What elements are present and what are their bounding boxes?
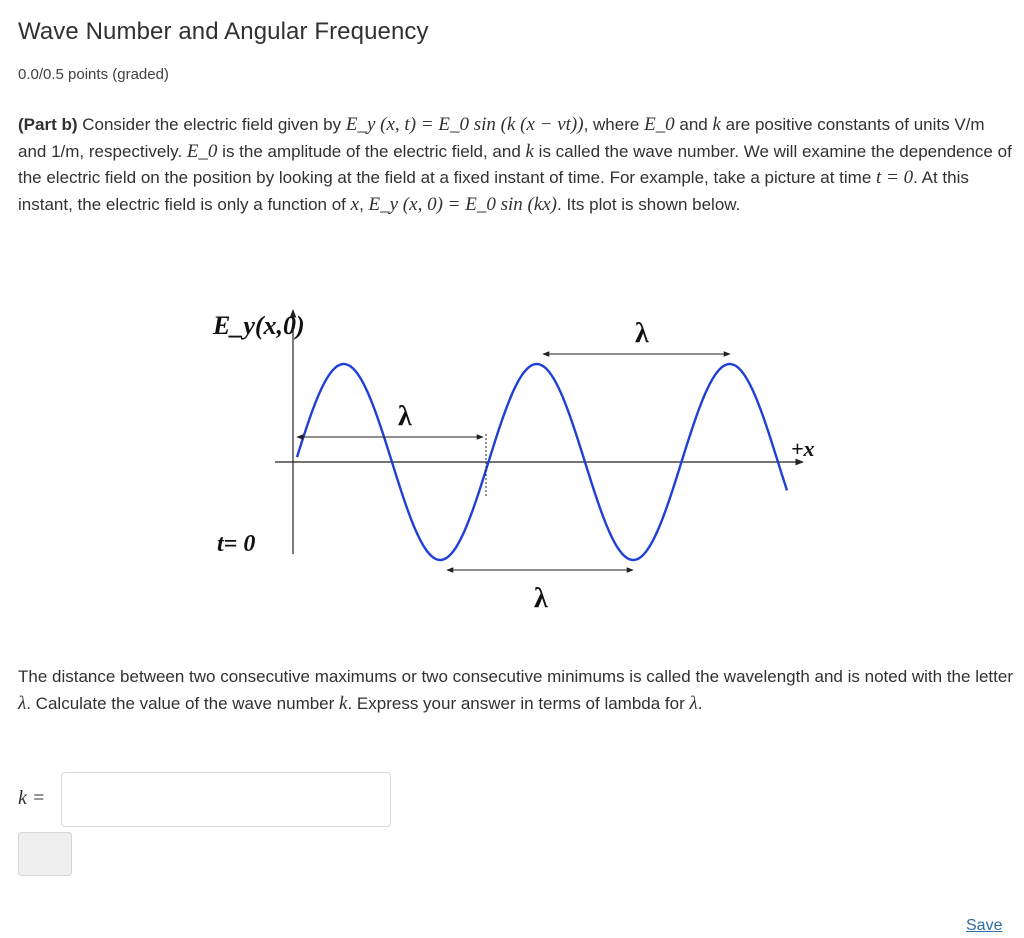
- symbol-x: x: [350, 193, 360, 215]
- text-segment: ,: [359, 194, 369, 214]
- symbol-k: k: [339, 692, 348, 714]
- y-axis-label: E_y(x,0): [213, 311, 305, 340]
- text-segment: . Express your answer in terms of lambda for: [347, 693, 690, 713]
- answer-input[interactable]: [61, 772, 391, 827]
- answer-label-text: k =: [18, 787, 46, 809]
- text-segment: . Its plot is shown below.: [557, 194, 741, 214]
- text-segment: and: [674, 115, 713, 134]
- wave-plot: [195, 296, 835, 626]
- text-segment: .: [697, 693, 703, 713]
- points-status: 0.0/0.5 points (graded): [18, 66, 169, 83]
- equation-time-zero: t = 0: [876, 167, 914, 188]
- part-label: (Part b): [18, 115, 78, 134]
- save-link[interactable]: Save: [966, 917, 1003, 934]
- text-segment: is called the wave number. We will examine the dependence of the electric field on the position by looking at the field at a fixed instant of time. For example, take a picture at time: [18, 141, 1012, 187]
- wavelength-question: [18, 664, 1013, 717]
- text-segment: Consider the electric field given by: [77, 115, 346, 134]
- text-segment: is the amplitude of the electric field, and: [217, 141, 526, 161]
- equation-field-definition: E_y (x, t) = E_0 sin (k (x − vt)): [345, 114, 584, 135]
- part-b-description: [18, 112, 1013, 218]
- symbol-e0: E_0: [644, 114, 675, 135]
- symbol-k: k: [525, 140, 534, 162]
- x-axis-label: +x: [791, 436, 815, 461]
- wavelength-label-bottom: λ: [534, 583, 548, 614]
- submit-button[interactable]: [18, 832, 72, 876]
- wave-figure: [195, 296, 835, 626]
- text-segment: are positive constants of units V/m and 1/m, respectively.: [18, 115, 985, 161]
- problem-title: Wave Number and Angular Frequency: [18, 18, 429, 45]
- text-segment: . Calculate the value of the wave number: [26, 693, 340, 713]
- answer-label: [18, 787, 45, 810]
- symbol-lambda: λ: [689, 692, 698, 714]
- equation-field-at-t0: E_y (x, 0) = E_0 sin (kx): [368, 193, 558, 215]
- text-segment: . At this instant, the electric field is only a function of: [18, 168, 969, 214]
- wavelength-label-top: λ: [635, 318, 649, 349]
- text-segment: , where: [583, 115, 645, 134]
- text-segment: The distance between two consecutive maximums or two consecutive minimums is called the wavelength and is noted with the letter: [18, 667, 1013, 686]
- symbol-e0: E_0: [186, 140, 218, 162]
- symbol-lambda: λ: [18, 692, 27, 714]
- time-label: t= 0: [217, 531, 256, 557]
- symbol-k: k: [712, 114, 721, 135]
- wavelength-label-middle: λ: [398, 401, 412, 432]
